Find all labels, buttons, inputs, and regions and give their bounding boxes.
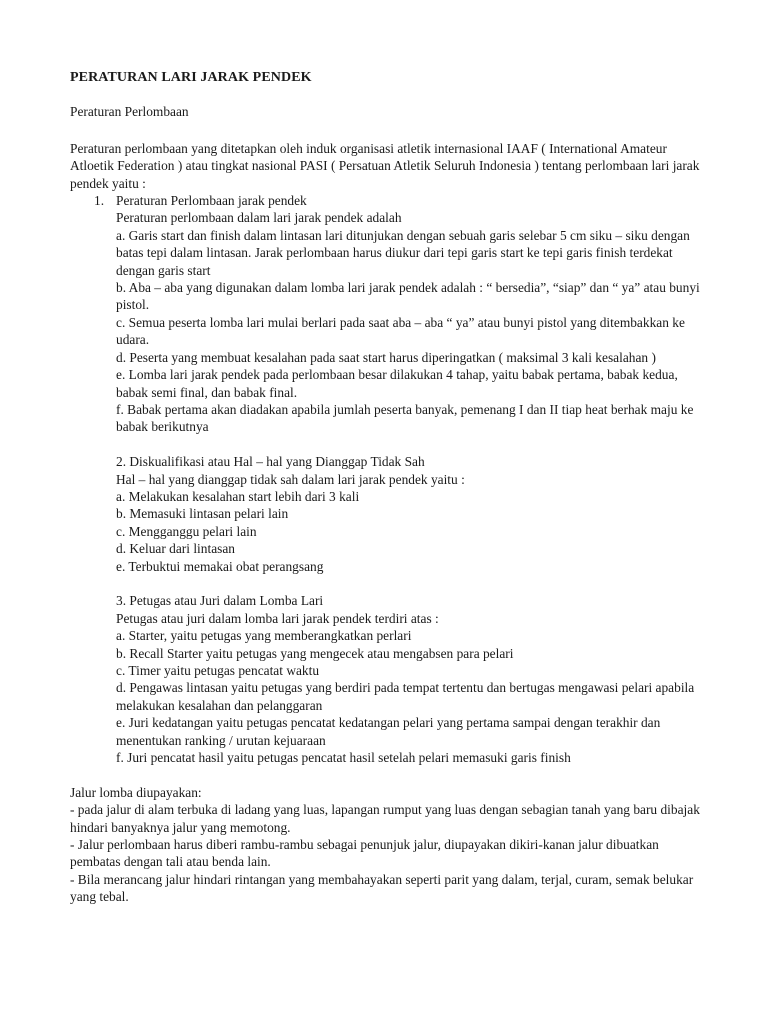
section-1-item: c. Semua peserta lomba lari mulai berlari pada saat aba – aba “ ya” atau bunyi pistol yang ditembakkan ke udara. bbox=[116, 314, 685, 348]
section-2-lead: Hal – hal yang dianggap tidak sah dalam lari jarak pendek yaitu : bbox=[116, 471, 465, 487]
spacer bbox=[116, 575, 710, 592]
section-1-heading: Peraturan Perlombaan jarak pendek bbox=[116, 193, 307, 209]
jalur-item: - pada jalur di alam terbuka di ladang yang luas, lapangan rumput yang luas dengan sebagian tanah yang baru dibajak hindari banyaknya jalur yang memotong. bbox=[70, 802, 700, 835]
section-2-item: d. Keluar dari lintasan bbox=[116, 541, 235, 557]
jalur-heading: Jalur lomba diupayakan: bbox=[70, 784, 202, 800]
section-2-item: e. Terbuktui memakai obat perangsang bbox=[116, 558, 324, 574]
section-3-item: f. Juri pencatat hasil yaitu petugas pencatat hasil setelah pelari memasuki garis finish bbox=[116, 750, 571, 765]
section-3-lead: Petugas atau juri dalam lomba lari jarak pendek terdiri atas : bbox=[116, 610, 439, 626]
jalur-item: - Bila merancang jalur hindari rintangan yang membahayakan seperti parit yang dalam, terjal, curam, semak belukar yang tebal. bbox=[70, 871, 694, 905]
document-title: PERATURAN LARI JARAK PENDEK bbox=[70, 70, 312, 85]
section-1-item: a. Garis start dan finish dalam lintasan lari ditunjukan dengan sebuah garis selebar 5 cm siku – siku dengan batas tepi dalam lintasan. Jarak perlombaan harus diukur dari tepi garis start ke tepi garis finish terdekat dengan garis start bbox=[116, 227, 690, 278]
section-1 bbox=[70, 192, 710, 766]
section-3-heading: 3. Petugas atau Juri dalam Lomba Lari bbox=[116, 593, 324, 609]
section-1-item: d. Peserta yang membuat kesalahan pada saat start harus diperingatkan ( maksimal 3 kali kesalahan ) bbox=[116, 349, 656, 365]
section-1-heading-row bbox=[94, 192, 710, 209]
section-2-item: c. Mengganggu pelari lain bbox=[116, 523, 257, 539]
intro-paragraph: Peraturan perlombaan yang ditetapkan oleh induk organisasi atletik internasional IAAF ( International Amateur Atloetik Federation ) atau tingkat nasional PASI ( Persatuan Atletik Seluruh Indonesia ) tentang perlombaan lari jarak pendek yaitu : bbox=[70, 140, 700, 191]
document-page bbox=[70, 69, 710, 906]
section-1-item: b. Aba – aba yang digunakan dalam lomba lari jarak pendek adalah : “ bersedia”, “siap” dan “ ya” atau bunyi pistol. bbox=[116, 280, 700, 313]
section-1-number: 1. bbox=[94, 193, 105, 209]
document-subtitle: Peraturan Perlombaan bbox=[70, 104, 189, 120]
section-2-item: b. Memasuki lintasan pelari lain bbox=[116, 506, 289, 522]
section-1-lead: Peraturan perlombaan dalam lari jarak pendek adalah bbox=[116, 210, 402, 226]
section-3-item: c. Timer yaitu petugas pencatat waktu bbox=[116, 662, 320, 678]
section-1-item: e. Lomba lari jarak pendek pada perlombaan besar dilakukan 4 tahap, yaitu babak pertama, babak kedua, babak semi final, dan babak final. bbox=[116, 367, 678, 400]
spacer bbox=[70, 766, 710, 783]
jalur-item: - Jalur perlombaan harus diberi rambu-rambu sebagai penunjuk jalur, diupayakan dikiri-kanan jalur dibuatkan pembatas dengan tali atau benda lain. bbox=[70, 837, 659, 870]
section-3-item: b. Recall Starter yaitu petugas yang mengecek atau mengabsen para pelari bbox=[116, 645, 514, 661]
section-3-item: d. Pengawas lintasan yaitu petugas yang berdiri pada tempat tertentu dan bertugas mengawasi pelari apabila melakukan kesalahan dan pelanggaran bbox=[116, 680, 695, 713]
section-3-item: e. Juri kedatangan yaitu petugas pencatat kedatangan pelari yang pertama sampai dengan terakhir dan menentukan ranking / urutan kejuaraan bbox=[116, 715, 661, 748]
section-2-heading: 2. Diskualifikasi atau Hal – hal yang Dianggap Tidak Sah bbox=[116, 454, 425, 470]
section-3-item: a. Starter, yaitu petugas yang memberangkatkan perlari bbox=[116, 628, 412, 644]
section-1-item: f. Babak pertama akan diadakan apabila jumlah peserta banyak, pemenang I dan II tiap heat berhak maju ke babak berikutnya bbox=[116, 401, 694, 435]
spacer bbox=[116, 436, 710, 453]
section-2-item: a. Melakukan kesalahan start lebih dari 3 kali bbox=[116, 488, 360, 504]
